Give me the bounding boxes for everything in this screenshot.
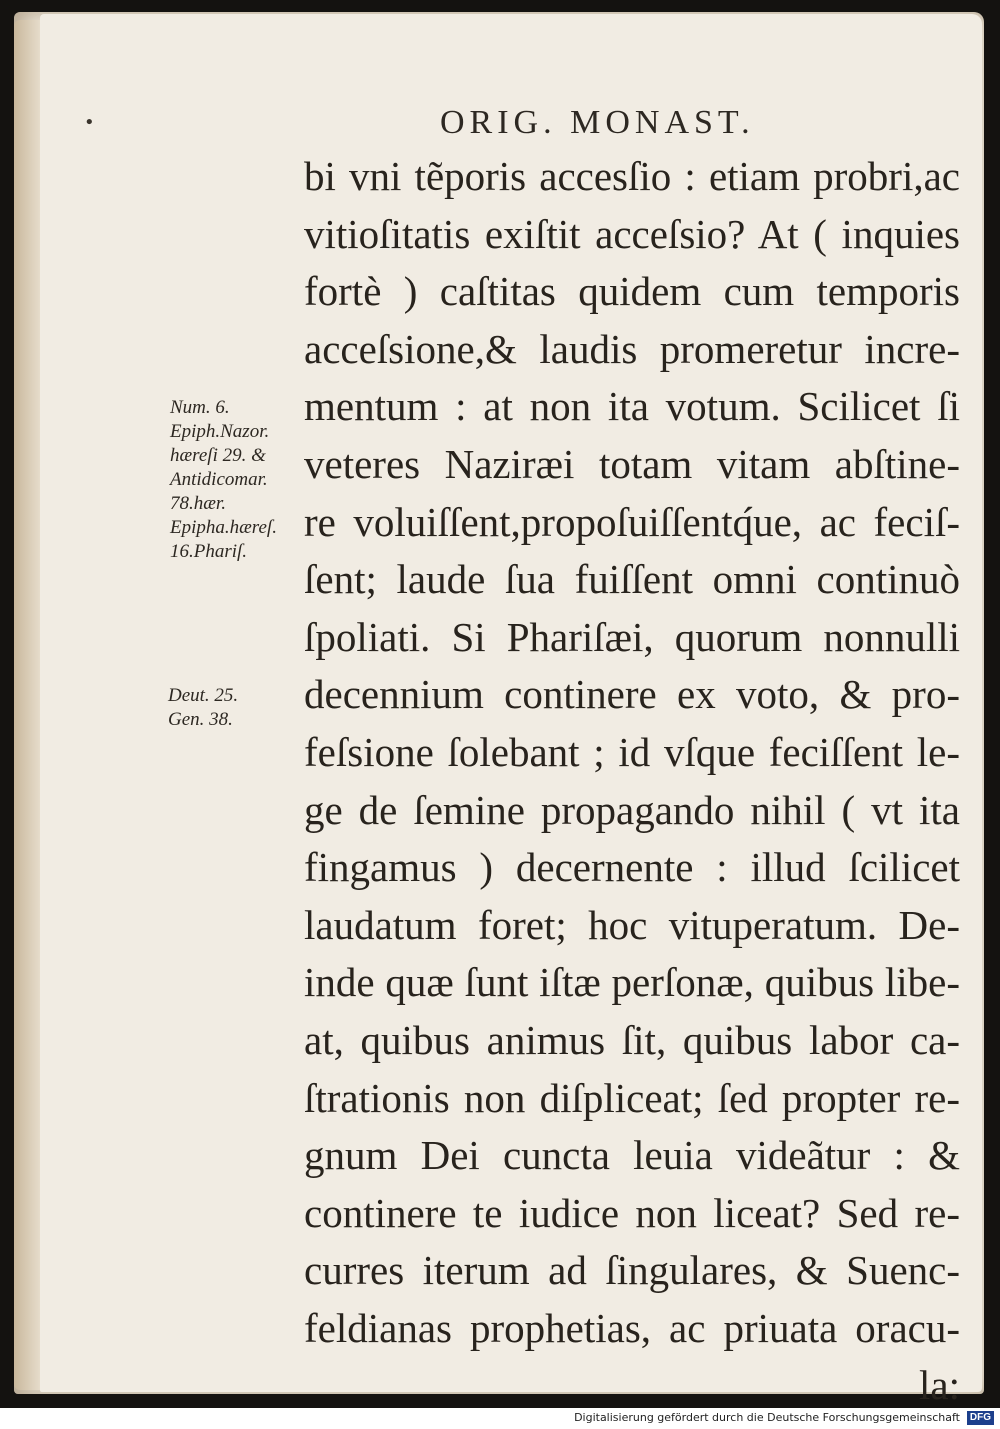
text-line: ge de ſemine propagando nihil ( vt ita [304,786,960,833]
text-line: vitioſitatis exiſtit acceſsio? At ( inquies [304,210,960,257]
text-line: acceſsione,& laudis promeretur incre- [304,325,960,372]
margin-note-line: Epipha.hæreſ. [170,517,277,538]
text-line: at, quibus animus ſit, quibus labor ca- [304,1016,960,1063]
margin-note-line: Epiph.Nazor. [170,421,270,442]
funding-credit: Digitalisierung gefördert durch die Deutsche Forschungsgemeinschaft [574,1411,960,1424]
text-line: ſtrationis non diſpliceat; ſed propter re- [304,1074,960,1121]
text-line: fortè ) caſtitas quidem cum temporis [304,268,960,315]
text-line: mentum : at non ita votum. Scilicet ſi [304,383,960,430]
margin-note-line: Gen. 38. [168,709,233,730]
text-line: curres iterum ad ſingulares, & Suenc- [304,1247,960,1294]
margin-note-line: 16.Phariſ. [170,541,248,562]
text-line: laudatum foret; hoc vituperatum. De- [304,901,960,948]
margin-note-nazirites [170,396,277,564]
dfg-logo: DFG [967,1411,994,1425]
body-text [304,148,960,1415]
margin-note-line: hæreſi 29. & [170,445,266,466]
text-line: inde quæ ſunt iſtæ perſonæ, quibus libe- [304,959,960,1006]
margin-note-line: Num. 6. [170,397,230,418]
text-line: continere te iudice non liceat? Sed re- [304,1189,960,1236]
margin-note-line: Deut. 25. [168,685,239,706]
running-head: ORIG. MONAST. [440,104,755,141]
footer-bar [0,1408,1000,1429]
text-line: ſent; laude ſua fuiſſent omni continuò [304,556,960,603]
text-line: ſpoliati. Si Phariſæi, quorum nonnulli [304,613,960,660]
margin-note-deut-gen [168,684,238,732]
text-line: bi vni tẽporis accesſio : etiam probri,ac [304,153,960,199]
text-line: gnum Dei cuncta leuia videãtur : & [304,1132,960,1179]
text-line: feſsione ſolebant ; id vſque feciſſent le- [304,728,960,775]
page-edge [14,20,40,1390]
text-line: re voluiſſent,propoſuiſſentq́ue, ac feciſ- [304,498,960,545]
page-mark: • [84,112,95,133]
margin-note-line: 78.hær. [170,493,226,514]
text-line: decennium continere ex voto, & pro- [304,671,960,718]
text-line: feldianas prophetias, ac priuata oracu- [304,1304,960,1351]
text-line: fingamus ) decernente : illud ſcilicet [304,844,960,891]
text-line-catchword: la: [919,1362,960,1409]
margin-note-line: Antidicomar. [170,469,268,490]
text-line: veteres Naziræi totam vitam abſtine- [304,440,960,487]
